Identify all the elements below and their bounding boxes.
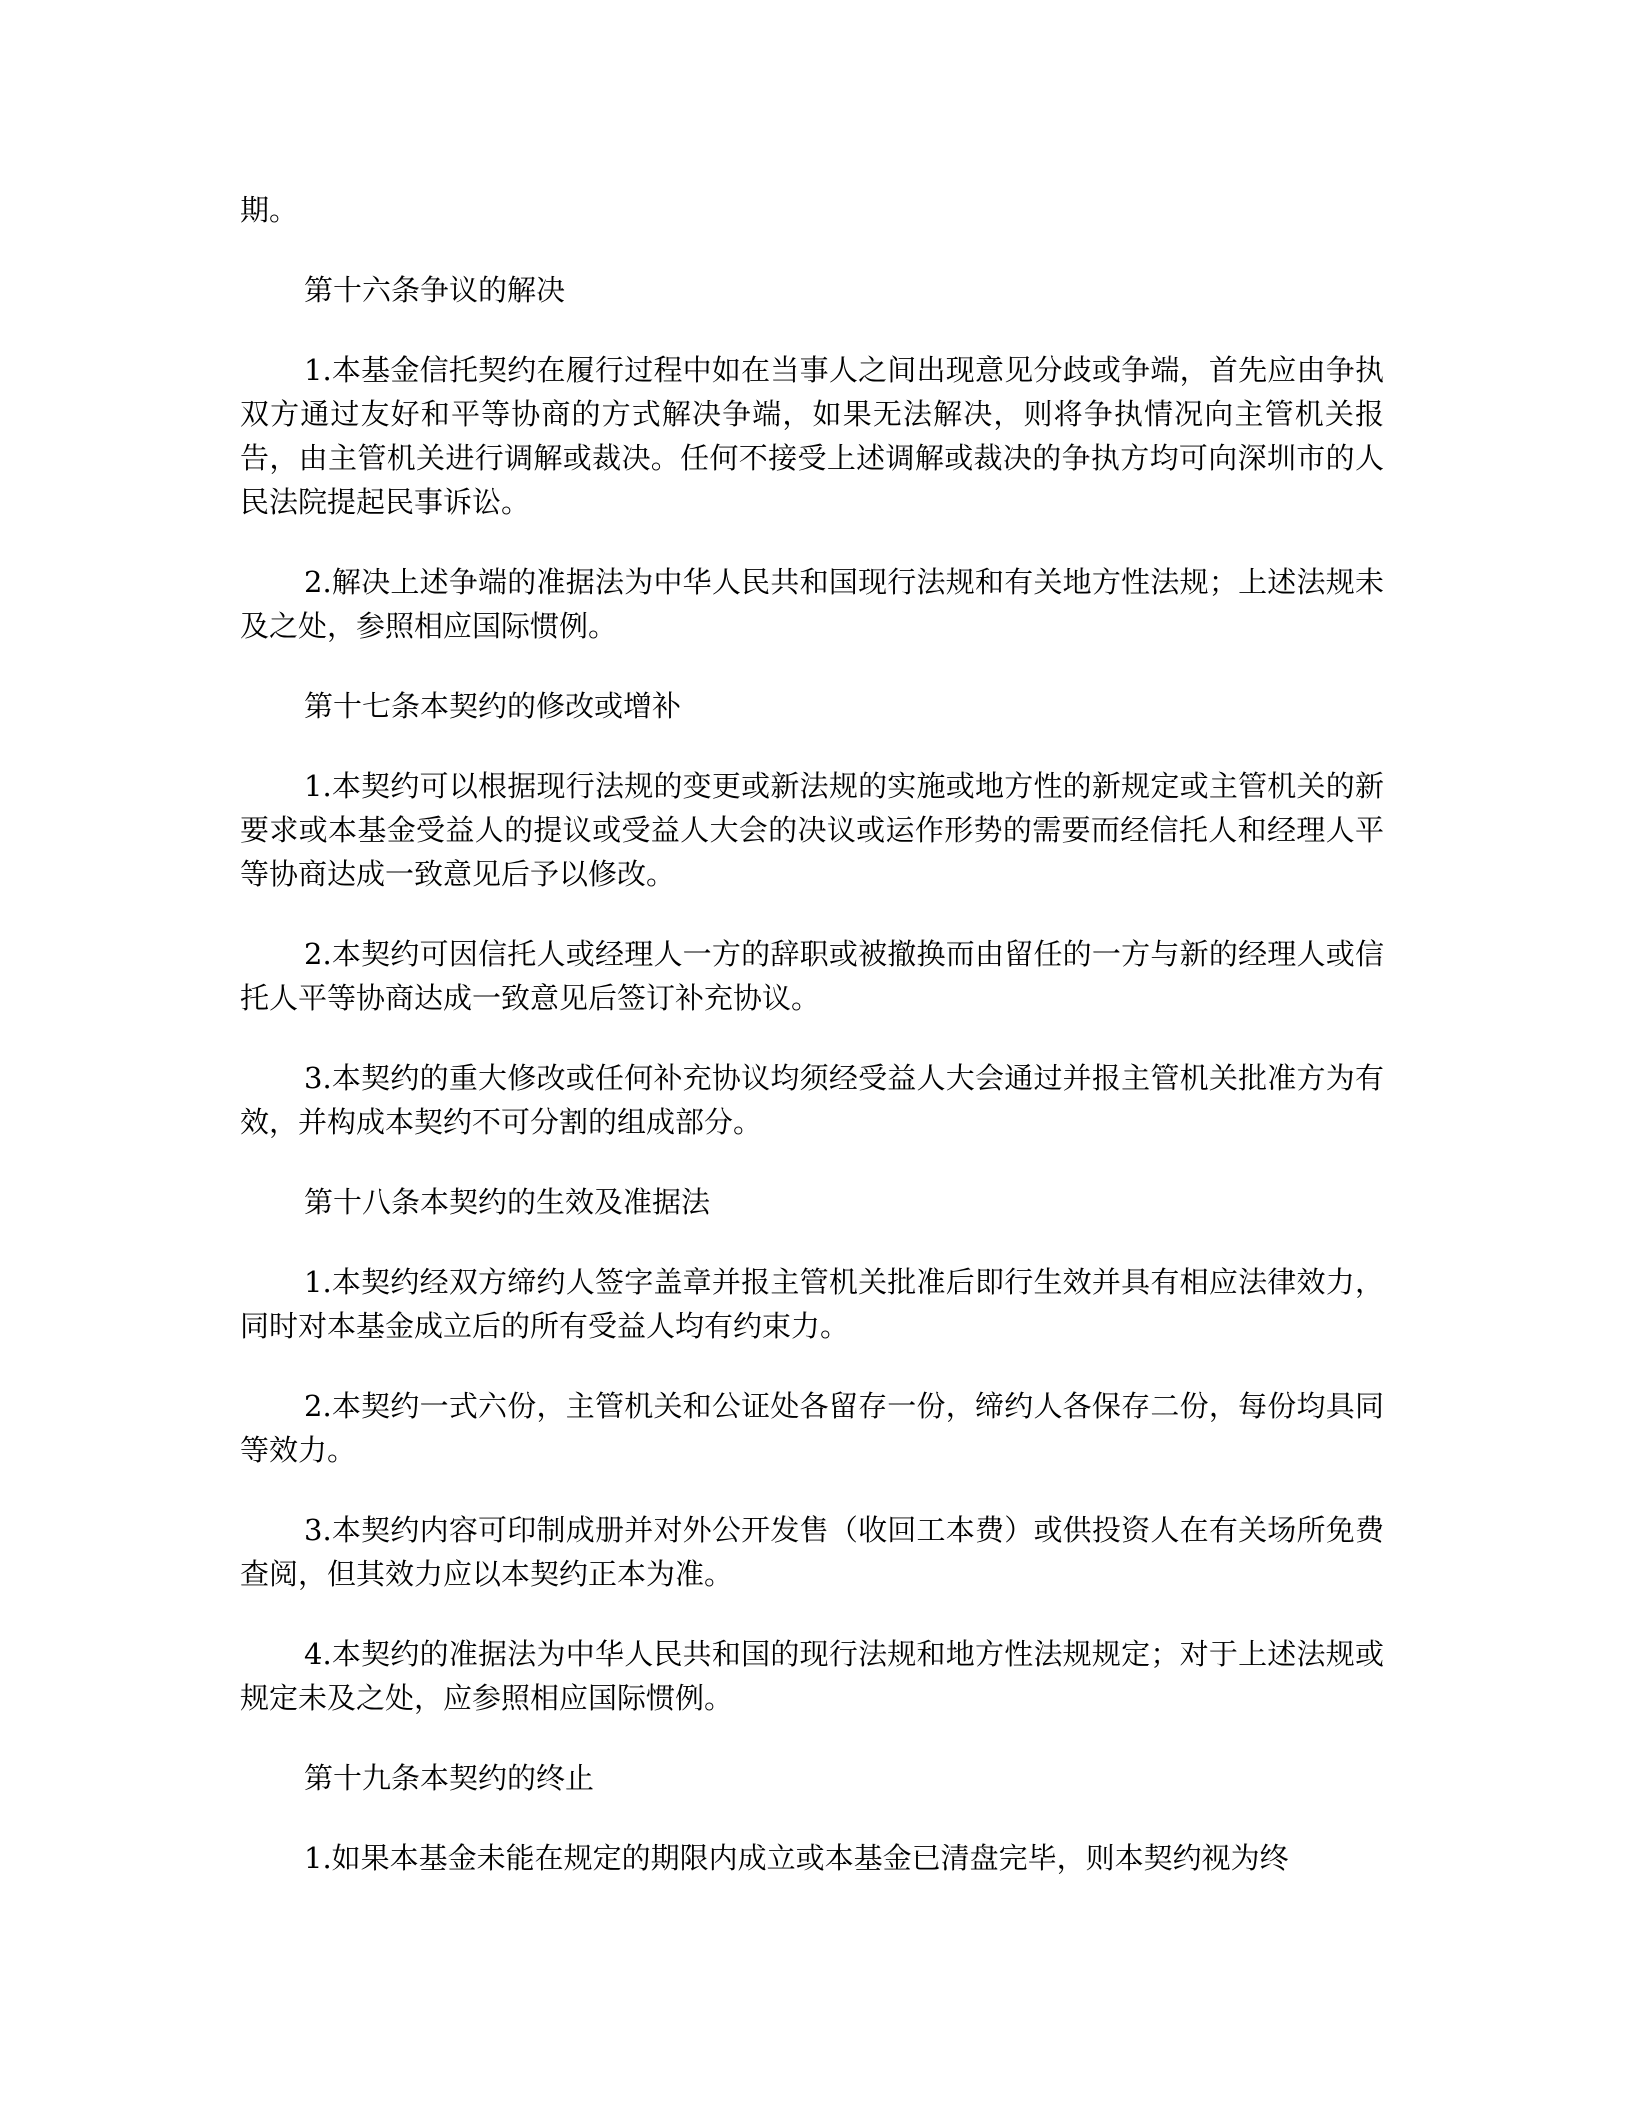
article-16-clause-1: 1.本基金信托契约在履行过程中如在当事人之间出现意见分歧或争端，首先应由争执双方通过友好和平等协商的方式解决争端，如果无法解决，则将争执情况向主管机关报告，由主管机关进行调解或裁决。任何不接受上述调解或裁决的争执方均可向深圳市的人民法院提起民事诉讼。 <box>240 353 1384 519</box>
article-17-clause-2: 2.本契约可因信托人或经理人一方的辞职或被撤换而由留任的一方与新的经理人或信托人平等协商达成一致意见后签订补充协议。 <box>240 937 1384 1015</box>
article-19-heading: 第十九条本契约的终止 <box>304 1761 595 1795</box>
article-18-clause-4: 4.本契约的准据法为中华人民共和国的现行法规和地方性法规规定；对于上述法规或规定未及之处，应参照相应国际惯例。 <box>240 1637 1384 1715</box>
article-16-clause-2: 2.解决上述争端的准据法为中华人民共和国现行法规和有关地方性法规；上述法规未及之处，参照相应国际惯例。 <box>240 565 1384 643</box>
continuation-paragraph: 期。 <box>240 193 299 227</box>
document-body <box>240 188 1384 1916</box>
article-18-clause-2: 2.本契约一式六份，主管机关和公证处各留存一份，缔约人各保存二份，每份均具同等效力。 <box>240 1389 1384 1467</box>
article-17-heading: 第十七条本契约的修改或增补 <box>304 689 682 723</box>
article-17-clause-1: 1.本契约可以根据现行法规的变更或新法规的实施或地方性的新规定或主管机关的新要求或本基金受益人的提议或受益人大会的决议或运作形势的需要而经信托人和经理人平等协商达成一致意见后予以修改。 <box>240 769 1384 891</box>
article-16-heading: 第十六条争议的解决 <box>304 273 566 307</box>
article-18-heading: 第十八条本契约的生效及准据法 <box>304 1185 711 1219</box>
article-18-clause-3: 3.本契约内容可印制成册并对外公开发售（收回工本费）或供投资人在有关场所免费查阅，但其效力应以本契约正本为准。 <box>240 1513 1384 1591</box>
article-18-clause-1: 1.本契约经双方缔约人签字盖章并报主管机关批准后即行生效并具有相应法律效力，同时对本基金成立后的所有受益人均有约束力。 <box>240 1265 1384 1343</box>
article-17-clause-3: 3.本契约的重大修改或任何补充协议均须经受益人大会通过并报主管机关批准方为有效，并构成本契约不可分割的组成部分。 <box>240 1061 1384 1139</box>
article-19-clause-1: 1.如果本基金未能在规定的期限内成立或本基金已清盘完毕，则本契约视为终 <box>304 1841 1289 1875</box>
